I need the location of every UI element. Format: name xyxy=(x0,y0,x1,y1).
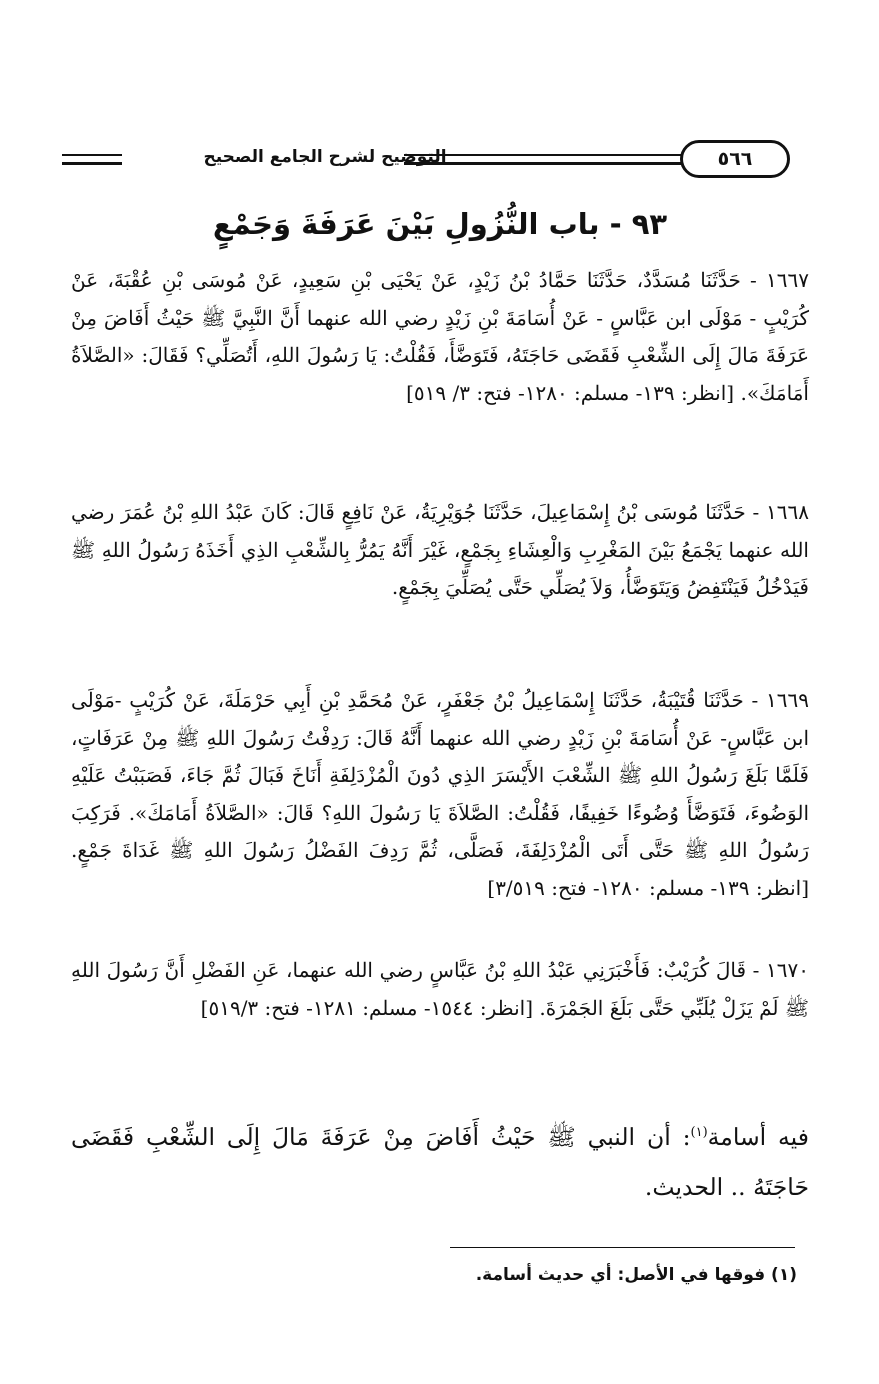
commentary-lead: فيه أسامة xyxy=(707,1123,809,1151)
hadith-text: ١٦٦٩ - حَدَّثَنَا قُتَيْبَةُ، حَدَّثَنَا إِسْمَاعِيلُ بْنُ جَعْفَرٍ، عَنْ مُحَمَّدِ بْنِ أَبِي حَرْمَلَةَ، عَنْ كُرَيْبٍ -مَوْلَى ابن عَبَّاسٍ- عَنْ أُسَامَةَ بْنِ زَيْدٍ رضي الله عنهما أَنَّهُ قَالَ: رَدِفْتُ رَسُولَ اللهِ ﷺ مِنْ عَرَفَاتٍ، فَلَمَّا بَلَغَ رَسُولُ اللهِ ﷺ الشِّعْبَ الأَيْسَرَ الذِي دُونَ الْمُزْدَلِفَةِ أَنَاخَ فَبَالَ ثُمَّ جَاءَ، فَصَبَبْتُ عَلَيْهِ الوَضُوءَ، فَتَوَضَّأَ وُضُوءًا خَفِيفًا، فَقُلْتُ: الصَّلاَةَ يَا رَسُولَ اللهِ؟ قَالَ: «الصَّلاَةُ أَمَامَكَ». فَرَكِبَ رَسُولُ اللهِ ﷺ حَتَّى أَتَى الْمُزْدَلِفَةَ، فَصَلَّى، ثُمَّ رَدِفَ الفَضْلُ رَسُولَ اللهِ ﷺ غَدَاةَ جَمْعٍ. [انظر: ١٣٩- مسلم: ١٢٨٠- فتح: ٣/٥١٩] xyxy=(71,688,809,900)
footnote-marker: (١) xyxy=(771,1265,797,1285)
footnote-text: فوقها في الأصل: أي حديث أسامة. xyxy=(475,1265,766,1285)
header-rule-left-top xyxy=(62,154,122,156)
chapter-title: ٩٣ - باب النُّزُولِ بَيْنَ عَرَفَةَ وَجَمْعٍ xyxy=(212,207,668,241)
footnote-separator xyxy=(450,1247,795,1248)
page-number: ٥٦٦ xyxy=(680,140,790,178)
running-title: التوضيح لشرح الجامع الصحيح xyxy=(203,147,447,167)
header-rule-right-bottom xyxy=(404,162,682,165)
hadith-1668 xyxy=(71,494,809,607)
hadith-1667 xyxy=(71,262,809,412)
page-header xyxy=(62,140,792,180)
commentary-text: : أن النبي ﷺ حَيْثُ أَفَاضَ مِنْ عَرَفَةَ مَالَ إِلَى الشِّعْبِ فَقَضَى حَاجَتَهُ .. الحديث. xyxy=(71,1123,809,1201)
hadith-text: ١٦٧٠ - قَالَ كُرَيْبٌ: فَأَخْبَرَنِي عَبْدُ اللهِ بْنُ عَبَّاسٍ رضي الله عنهما، عَنِ الفَضْلِ أَنَّ رَسُولَ اللهِ ﷺ لَمْ يَزَلْ يُلَبِّي حَتَّى بَلَغَ الجَمْرَةَ. [انظر: ١٥٤٤- مسلم: ١٢٨١- فتح: ٥١٩/٣] xyxy=(71,958,809,1020)
header-rule-right-top xyxy=(404,154,682,156)
hadith-1670 xyxy=(71,952,809,1027)
hadith-1669 xyxy=(71,682,809,907)
header-rule-left-bottom xyxy=(62,162,122,165)
footnote xyxy=(97,1260,797,1290)
hadith-text: ١٦٦٧ - حَدَّثَنَا مُسَدَّدٌ، حَدَّثَنَا حَمَّادُ بْنُ زَيْدٍ، عَنْ يَحْيَى بْنِ سَعِيدٍ، عَنْ مُوسَى بْنِ عُقْبَةَ، عَنْ كُرَيْبٍ - مَوْلَى ابن عَبَّاسٍ - عَنْ أُسَامَةَ بْنِ زَيْدٍ رضي الله عنهما أَنَّ النَّبِيَّ ﷺ حَيْثُ أَفَاضَ مِنْ عَرَفَةَ مَالَ إِلَى الشِّعْبِ فَقَضَى حَاجَتَهُ، فَتَوَضَّأَ، فَقُلْتُ: يَا رَسُولَ اللهِ، أَتُصَلِّي؟ فَقَالَ: «الصَّلاَةُ أَمَامَكَ». [انظر: ١٣٩- مسلم: ١٢٨٠- فتح: ٣/ ٥١٩] xyxy=(71,268,810,405)
footnote-reference[interactable]: (١) xyxy=(690,1125,708,1141)
commentary xyxy=(71,1112,809,1212)
hadith-text: ١٦٦٨ - حَدَّثَنَا مُوسَى بْنُ إِسْمَاعِيلَ، حَدَّثَنَا جُوَيْرِيَةُ، عَنْ نَافِعٍ قَالَ: كَانَ عَبْدُ اللهِ بْنُ عُمَرَ رضي الله عنهما يَجْمَعُ بَيْنَ المَغْرِبِ وَالْعِشَاءِ بِجَمْعٍ، غَيْرَ أَنَّهُ يَمُرُّ بِالشِّعْبِ الذِي أَخَذَهُ رَسُولُ اللهِ ﷺ فَيَدْخُلُ فَيَنْتَفِضُ وَيَتَوَضَّأُ، وَلاَ يُصَلِّي حَتَّى يُصَلِّيَ بِجَمْعٍ. xyxy=(71,500,809,599)
